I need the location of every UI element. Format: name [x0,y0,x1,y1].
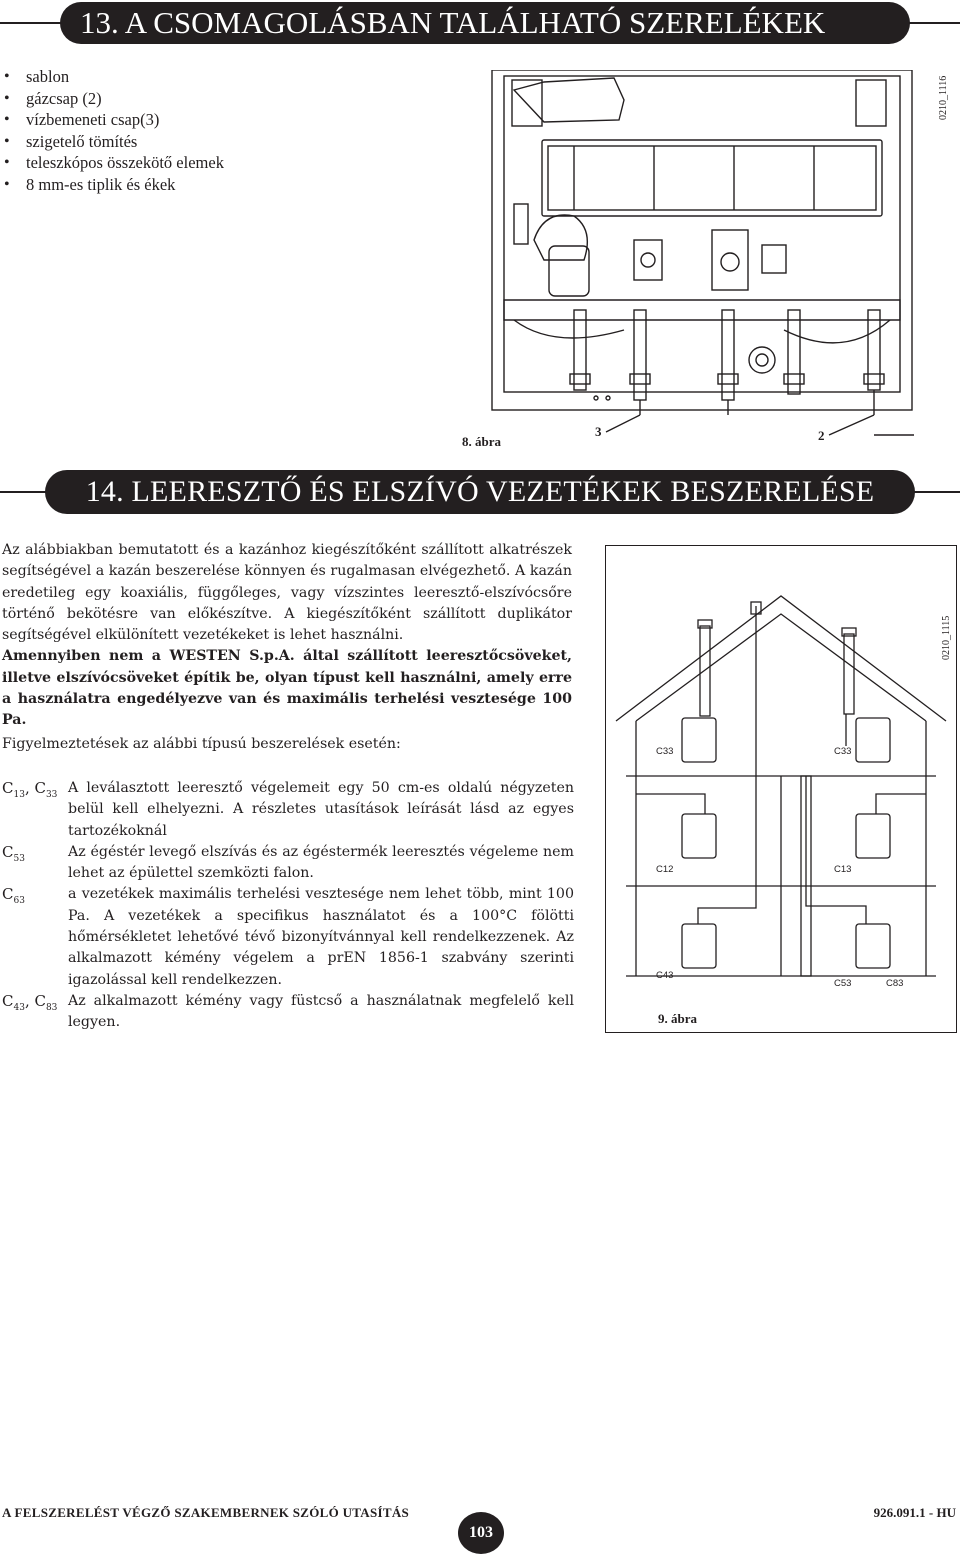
warning-code: $C_{63}$ [2,885,25,907]
warning-text: a vezetékek maximális terhelési vesztesége nem lehet több, mint 100 Pa. A vezetékek a specifikus használatot és a 100°C fölötti hőmérsékletet lehetővé tévő bizonyítvánnyal kell rendelkezzenek. Az alkalmazott kémény végelem a prEN 1856-1 szabvány szerinti igazolással kell rendelkezzen. [68,886,574,988]
label-c33-right: C33 [834,746,852,757]
list-item: • sablon [2,66,224,88]
building-flue-drawing [606,546,956,1032]
installation-warnings [2,778,574,1034]
warning-row [2,884,574,990]
list-item: • 8 mm-es tiplik és ékek [2,174,224,196]
warning-text: A leválasztott leeresztő végelemeit egy 50 cm-es oldalú négyzeten belül kell elhelyezni. A részletes utasítások leírását lásd az egyes tartozékoknál [68,780,574,839]
warnings-title: Figyelmeztetések az alábbi típusú beszerelések esetén: [2,736,401,752]
footer-title: A FELSZERELÉST VÉGZŐ SZAKEMBERNEK SZÓLÓ UTASÍTÁS [2,1505,410,1520]
list-item: • gázcsap (2) [2,88,224,110]
warning-row [2,991,574,1034]
boiler-bottom-drawing [484,70,924,450]
section-14-title: 14. LEERESZTŐ ÉS ELSZÍVÓ VEZETÉKEK BESZERELÉSE [45,470,915,514]
figure-8-code: 0210_1116 [938,75,949,120]
figure-9-frame [605,545,957,1033]
list-item: • vízbemeneti csap(3) [2,109,224,131]
header-rule-right [914,491,960,493]
header-rule-left [0,491,46,493]
package-contents-list [2,66,224,195]
list-item: • szigetelő tömítés [2,131,224,153]
intro-paragraph: Az alábbiakban bemutatott és a kazánhoz kiegészítőként szállított alkatrészek segítségével a kazán beszerelése könnyen és rugalmasan elvégezhető. A kazán eredetileg egy koaxiális, függőleges, vagy vízszintes leeresztő-elszívócsőre történő bekötésre van előkészítve. A kiegészítőként szállított duplikátor segítségével elkülönített vezetékeket is lehet használni. [2,542,572,644]
header-rule-right [908,22,960,24]
figure-8-drawing [484,70,924,454]
warning-code: $C_{43}$, $C_{83}$ [2,991,58,1013]
warning-code: $C_{53}$ [2,842,25,864]
section-14-body [2,540,572,732]
warning-row [2,842,574,885]
list-item: • teleszkópos összekötő elemek [2,152,224,174]
label-c43: C43 [656,970,674,981]
label-c83: C83 [886,978,904,989]
figure-8-label-3: 3 [595,424,602,439]
label-c12: C12 [656,864,674,875]
header-rule-left [0,22,62,24]
warning-row [2,778,574,842]
figure-9-caption: 9. ábra [658,1011,697,1026]
document-code: 926.091.1 - HU [873,1505,956,1520]
label-c33-left: C33 [656,746,674,757]
figure-8-caption: 8. ábra [462,434,501,449]
warning-text: Az alkalmazott kémény vagy füstcső a használatnak megfelelő kell legyen. [68,992,574,1031]
figure-9-code: 0210_1115 [941,615,952,660]
page-number: 103 [458,1512,504,1554]
label-c13: C13 [834,864,852,875]
warning-code: $C_{13}$, $C_{33}$ [2,779,58,800]
figure-8-label-2: 2 [818,428,825,443]
section-13-title: 13. A CSOMAGOLÁSBAN TALÁLHATÓ SZERELÉKEK [60,2,910,44]
label-c53: C53 [834,978,852,989]
bold-paragraph: Amennyiben nem a WESTEN S.p.A. által szállított leeresztőcsöveket, illetve elszívócsöveket építik be, olyan típust kell használni, amely erre a használatra engedélyezve van és maximális terhelési vesztesége 100 Pa. [2,648,572,729]
warning-text: Az égéstér levegő elszívás és az égéstermék leeresztés végeleme nem lehet az épülettel szemközti falon. [68,843,574,882]
